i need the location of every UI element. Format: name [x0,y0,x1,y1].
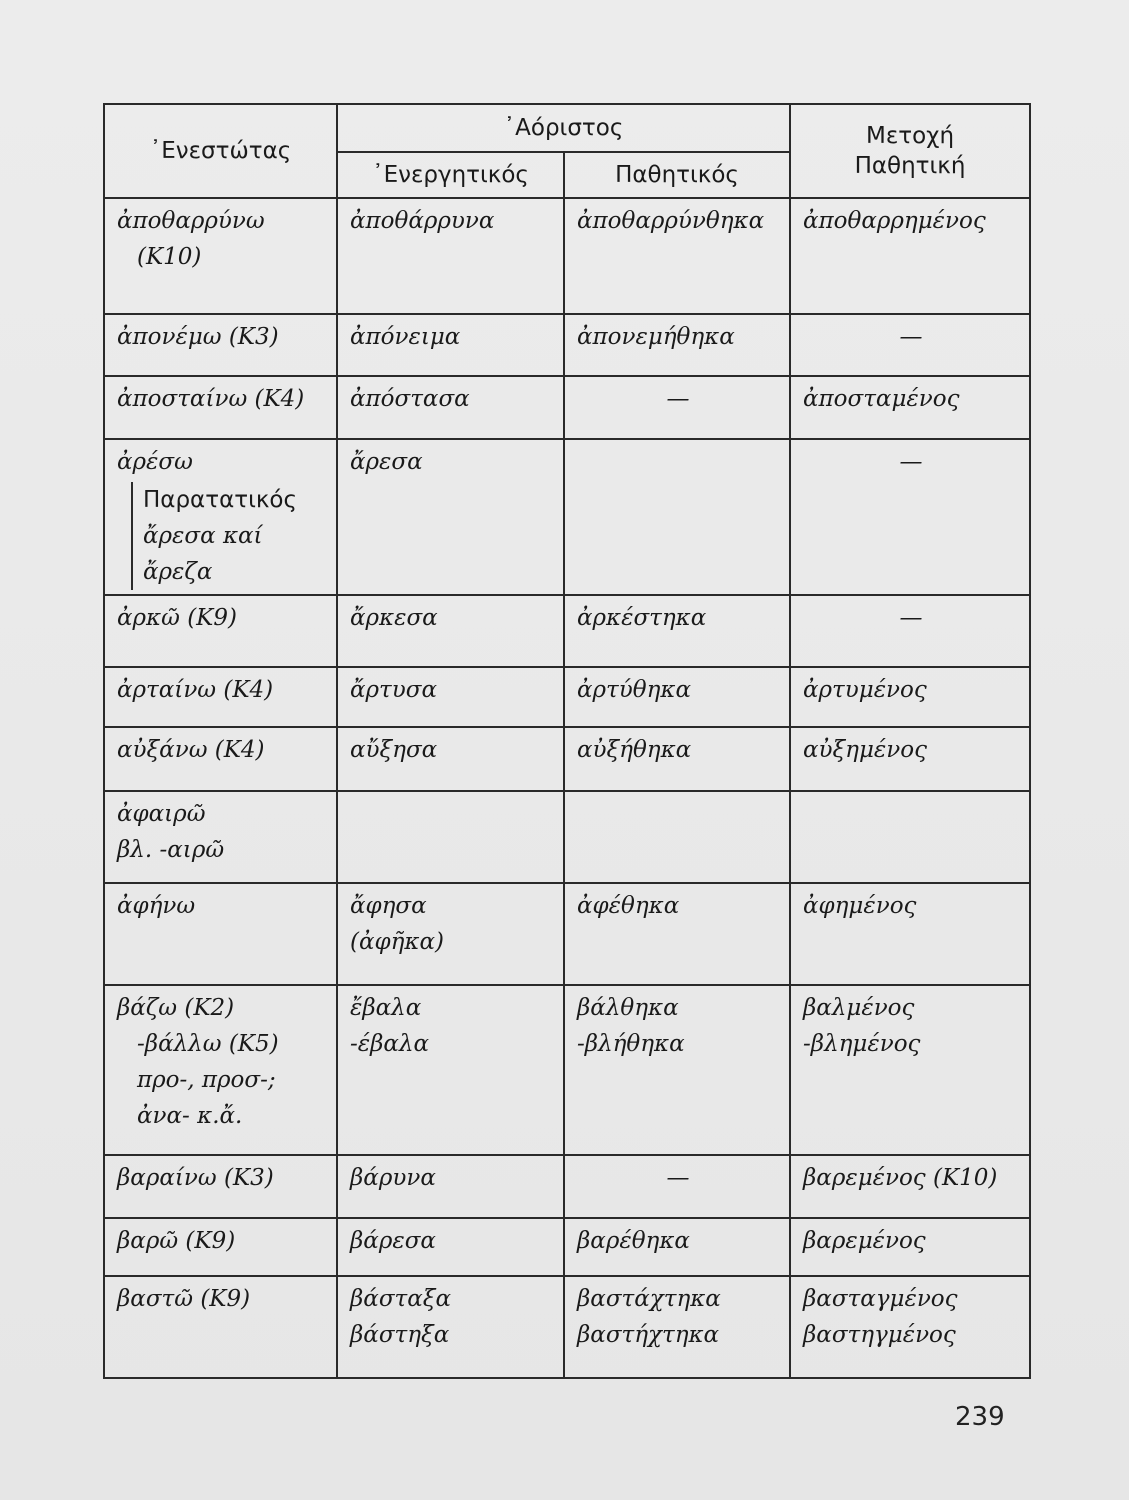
header-active: ᾿Ενεργητικός [337,152,564,198]
cell-active [337,791,564,883]
cell-text: -έβαλα [350,1031,430,1057]
cell-text: ἄρκεσα [350,605,438,631]
cell-text: βάρεσα [350,1228,436,1254]
cell-text: βασταγμένος [803,1286,958,1312]
cell-text: ἀποσταίνω (K4) [117,386,305,412]
cell-text: — [899,324,923,350]
cell-active [337,1276,564,1378]
cell-participle [790,376,1030,439]
cell-present [104,985,337,1155]
cell-text: ἄφησα [350,893,427,919]
cell-passive [564,1276,790,1378]
cell-passive [564,439,790,595]
cell-present [104,1155,337,1218]
cell-text: ἀποθαρρύνθηκα [577,208,765,234]
table-row [104,985,1030,1155]
table-row [104,667,1030,727]
cell-present [104,1218,337,1276]
table-row [104,1218,1030,1276]
table-body [104,198,1030,1378]
cell-text: βαλμένος [803,995,915,1021]
cell-passive [564,985,790,1155]
imperfect-label: Παρατατικός [143,487,297,513]
imperfect-form: ἄρεζα [143,559,213,585]
header-aorist: ᾿Αόριστος [337,104,790,152]
cell-text: ἀπόνειμα [350,324,461,350]
cell-text: προ-, προσ-; [137,1067,276,1093]
cell-text: ἀρτυμένος [803,677,927,703]
cell-participle [790,439,1030,595]
cell-text: ἔβαλα [350,995,422,1021]
cell-text: βαστήχτηκα [577,1322,720,1348]
cell-participle [790,883,1030,985]
cell-text: βάστηξα [350,1322,450,1348]
cell-participle [790,595,1030,667]
table-row [104,791,1030,883]
cell-active [337,727,564,791]
cell-text: βαρέθηκα [577,1228,690,1254]
cell-present [104,439,337,595]
cell-active [337,198,564,314]
cell-text: ἀποθαρρημένος [803,208,986,234]
cell-present [104,727,337,791]
cell-text: αὐξήθηκα [577,737,692,763]
cell-active [337,985,564,1155]
cell-active [337,1218,564,1276]
cell-active [337,376,564,439]
verb-table [103,103,1031,1379]
cell-text: βαρεμένος [803,1228,926,1254]
imperfect-note [131,482,326,590]
cell-text: ἀφέθηκα [577,893,680,919]
table-row [104,439,1030,595]
cell-present [104,791,337,883]
table-row [104,883,1030,985]
table-row [104,595,1030,667]
cell-text: ἄρτυσα [350,677,437,703]
header-present: ᾿Ενεστώτας [104,104,337,198]
cell-text: βαστάχτηκα [577,1286,721,1312]
cell-text: αὐξημένος [803,737,927,763]
cell-text: αὔξησα [350,737,438,763]
cell-active [337,883,564,985]
cell-present [104,595,337,667]
cell-participle [790,1155,1030,1218]
cell-passive [564,667,790,727]
cell-text: βάζω (K2) [117,995,235,1021]
cell-text: ἀφήνω [117,893,196,919]
cell-text: βαστῶ (K9) [117,1286,251,1312]
cell-text: ἄρεσα [350,449,423,475]
cell-text: (K10) [137,244,202,270]
cell-text: ἀποσταμένος [803,386,960,412]
cell-text: -βλημένος [803,1031,921,1057]
cell-participle [790,985,1030,1155]
cell-text: βαρεμένος (K10) [803,1165,998,1191]
cell-text: — [899,449,923,475]
cell-text: ἀποθάρρυνα [350,208,495,234]
cell-text: ἀρκέστηκα [577,605,707,631]
cell-text: ἀρέσω [117,449,193,475]
cell-text: ἀρκῶ (K9) [117,605,237,631]
cell-active [337,595,564,667]
cell-active [337,1155,564,1218]
cell-active [337,667,564,727]
cell-text: ἀπόστασα [350,386,470,412]
table-row [104,376,1030,439]
cell-passive [564,198,790,314]
cell-text: βαραίνω (K3) [117,1165,274,1191]
cell-text: βάσταξα [350,1286,451,1312]
cell-text: ἀρτύθηκα [577,677,692,703]
page-number: 239 [955,1402,1005,1432]
imperfect-form: ἄρεσα καί [143,523,263,549]
cell-text: βλ. -αιρῶ [117,837,225,863]
cell-participle [790,1218,1030,1276]
cell-passive [564,1218,790,1276]
cell-text: ἀπονέμω (K3) [117,324,279,350]
cell-active [337,314,564,376]
cell-passive [564,727,790,791]
cell-participle [790,314,1030,376]
cell-active [337,439,564,595]
cell-passive [564,1155,790,1218]
cell-text: βαρῶ (K9) [117,1228,236,1254]
cell-passive [564,791,790,883]
cell-text: ἀφαιρῶ [117,801,206,827]
cell-participle [790,667,1030,727]
cell-text: (ἀφῆκα) [350,929,444,955]
cell-participle [790,791,1030,883]
table-row [104,314,1030,376]
header-passive: Παθητικός [564,152,790,198]
cell-text: βάρυνα [350,1165,436,1191]
header-participle-line2: Παθητική [854,153,966,179]
cell-text: — [666,386,690,412]
cell-text: — [899,605,923,631]
cell-text: βαστηγμένος [803,1322,956,1348]
cell-text: ἀποθαρρύνω [117,208,265,234]
cell-text: ἀφημένος [803,893,917,919]
cell-text: ἀπονεμήθηκα [577,324,735,350]
cell-present [104,883,337,985]
cell-text: — [666,1165,690,1191]
cell-passive [564,883,790,985]
table-row [104,1155,1030,1218]
cell-text: ἀνα- κ.ἄ. [137,1103,243,1129]
cell-text: αὐξάνω (K4) [117,737,265,763]
cell-present [104,667,337,727]
cell-text: ἀρταίνω (K4) [117,677,274,703]
cell-participle [790,727,1030,791]
cell-present [104,376,337,439]
header-participle-line1: Μετοχή [865,123,955,149]
table-row [104,727,1030,791]
cell-present [104,198,337,314]
header-participle [790,104,1030,198]
table-row [104,198,1030,314]
cell-present [104,1276,337,1378]
cell-participle [790,198,1030,314]
cell-passive [564,314,790,376]
cell-passive [564,595,790,667]
table-row [104,1276,1030,1378]
cell-present [104,314,337,376]
cell-text: βάλθηκα [577,995,679,1021]
cell-participle [790,1276,1030,1378]
cell-text: -βλήθηκα [577,1031,685,1057]
cell-passive [564,376,790,439]
cell-text: -βάλλω (K5) [137,1031,279,1057]
